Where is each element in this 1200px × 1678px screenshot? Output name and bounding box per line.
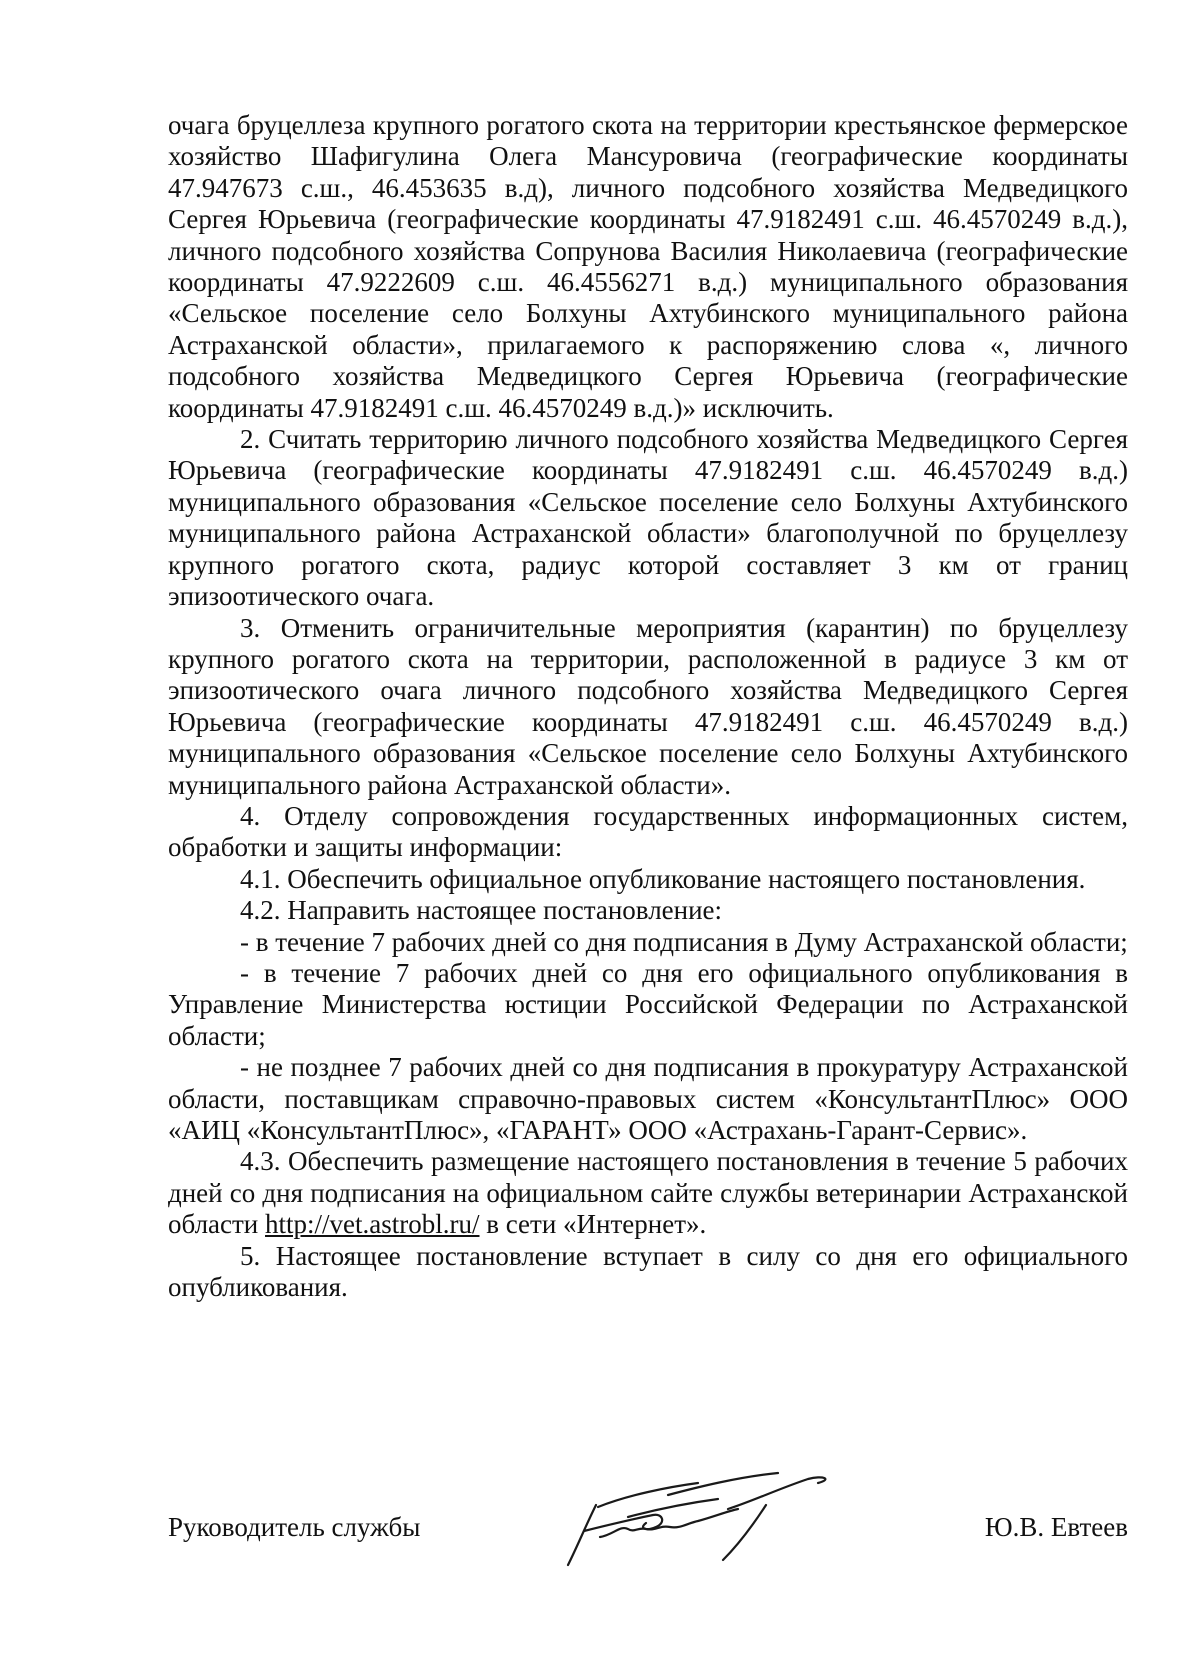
paragraph-item-4-2-a: - в течение 7 рабочих дней со дня подписания в Думу Астраханской области; — [240, 926, 1128, 957]
paragraph-item-4-2-b: - в течение 7 рабочих дней со дня его официального опубликования в Управление Министерства юстиции Российской Федерации по Астраханской области; — [168, 957, 1128, 1051]
signatory-name: Ю.В. Евтеев — [984, 1512, 1128, 1542]
signatory-position: Руководитель службы — [168, 1512, 421, 1542]
paragraph-item-4-3 — [168, 1146, 1128, 1240]
paragraph-item-4-1: 4.1. Обеспечить официальное опубликование настоящего постановления. — [240, 863, 1086, 894]
handwritten-signature — [538, 1465, 858, 1575]
paragraph-item-2: 2. Считать территорию личного подсобного хозяйства Медведицкого Сергея Юрьевича (географические координаты 47.9182491 с.ш. 46.4570249 в.д.) муниципального образования «Сельское поселение село Болхуны Ахтубинского муниципального района Астраханской области» благополучной по бруцеллезу крупного рогатого скота, радиус которой составляет 3 км от границ эпизоотического очага. — [168, 424, 1128, 612]
item-4-3-text: 4.3. Обеспечить размещение настоящего постановления в течение 5 рабочих дней со дня подписания на официальном сайте службы ветеринарии Астраханской области — [168, 1146, 1128, 1240]
paragraph-item-4-2-c: - не позднее 7 рабочих дней со дня подписания в прокуратуру Астраханской области, поставщикам справочно-правовых систем «КонсультантПлюс» ООО «АИЦ «КонсультантПлюс», «ГАРАНТ» ООО «Астрахань-Гарант-Сервис». — [168, 1052, 1128, 1145]
paragraph-item-4-2: 4.2. Направить настоящее постановление: — [240, 895, 723, 926]
signature-block — [168, 1500, 1128, 1580]
website-link[interactable]: http://vet.astrobl.ru/ — [265, 1209, 480, 1240]
paragraph-item-3: 3. Отменить ограничительные мероприятия (карантин) по бруцеллезу крупного рогатого скота на территории, расположенной в радиусе 3 км от эпизоотического очага личного подсобного хозяйства Медведицкого Сергея Юрьевича (географические координаты 47.9182491 с.ш. 46.4570249 в.д.) муниципального образования «Сельское поселение село Болхуны Ахтубинского муниципального района Астраханской области». — [168, 612, 1128, 800]
paragraph-item-5: 5. Настоящее постановление вступает в силу со дня его официального опубликования. — [168, 1240, 1128, 1303]
paragraph-item-4: 4. Отделу сопровождения государственных информационных систем, обработки и защиты информации: — [168, 800, 1128, 863]
item-4-3-text-end: в сети «Интернет». — [479, 1209, 707, 1240]
paragraph-intro: очага бруцеллеза крупного рогатого скота на территории крестьянское фермерское хозяйство Шафигулина Олега Мансуровича (географические координаты 47.947673 с.ш., 46.453635 в.д), личного подсобного хозяйства Медведицкого Сергея Юрьевича (географические координаты 47.9182491 с.ш. 46.4570249 в.д.), личного подсобного хозяйства Сопрунова Василия Николаевича (географические координаты 47.9222609 с.ш. 46.4556271 в.д.) муниципального образования «Сельское поселение село Болхуны Ахтубинского муниципального района Астраханской области», прилагаемого к распоряжению слова «, личного подсобного хозяйства Медведицкого Сергея Юрьевича (географические координаты 47.9182491 с.ш. 46.4570249 в.д.)» исключить. — [168, 110, 1128, 423]
document-body — [168, 110, 1128, 1303]
